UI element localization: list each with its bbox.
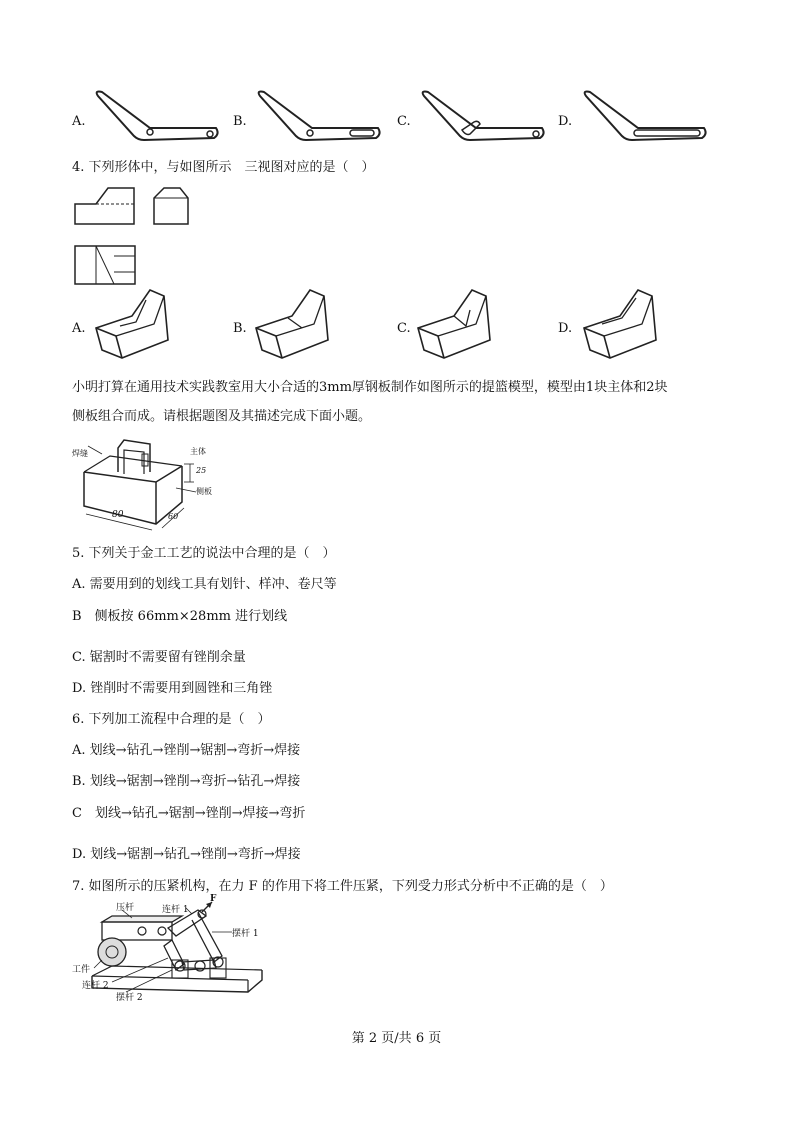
q3-option-b-label: B. — [233, 114, 247, 129]
basket-label-weld: 焊缝 — [72, 449, 88, 458]
mechanism-label-link2: 连杆 2 — [82, 981, 109, 991]
mechanism-label-swing1: 摆杆 1 — [232, 929, 259, 939]
basket-label-main: 主体 — [190, 447, 206, 456]
q4-option-d-figure — [580, 288, 660, 363]
mechanism-label-force: F — [210, 894, 217, 904]
q4-option-b-figure — [252, 288, 332, 363]
basket-label-side: 侧板 — [196, 487, 212, 496]
q3-option-b-figure — [254, 88, 384, 148]
q6-option-d: D. 划线→锯割→钻孔→锉削→弯折→焊接 — [72, 847, 301, 862]
q4-option-a-figure — [92, 288, 172, 363]
q4-option-c-figure — [414, 288, 494, 363]
basket-dim-depth: 60 — [168, 512, 179, 521]
q7-stem: 7. 如图所示的压紧机构，在力 F 的作用下将工件压紧，下列受力形式分析中不正确的是（ ） — [72, 879, 613, 894]
q6-option-b: B. 划线→锯割→锉削→弯折→钻孔→焊接 — [72, 774, 301, 789]
q3-option-c-figure — [418, 88, 548, 148]
q5-option-c: C. 锯割时不需要留有锉削余量 — [72, 650, 246, 665]
q6-stem: 6. 下列加工流程中合理的是（ ） — [72, 712, 271, 727]
q4-option-c-label: C. — [397, 321, 411, 336]
q5-stem: 5. 下列关于金工工艺的说法中合理的是（ ） — [72, 546, 336, 561]
basket-figure — [72, 436, 222, 534]
q3-option-a-label: A. — [72, 114, 86, 129]
mechanism-label-press-rod: 压杆 — [116, 903, 135, 913]
q6-option-c: C 划线→钻孔→锯割→锉削→焊接→弯折 — [72, 806, 306, 821]
q4-three-view-drawing — [74, 186, 194, 286]
q5-option-d: D. 锉削时不需要用到圆锉和三角锉 — [72, 681, 273, 696]
q3-option-c-label: C. — [397, 114, 411, 129]
intro-line-1: 小明打算在通用技术实践教室用大小合适的3mm厚钢板制作如图所示的提篮模型，模型由1块主体和2块 — [72, 380, 668, 395]
basket-dim-height: 25 — [196, 466, 207, 475]
q3-option-d-figure — [580, 88, 710, 148]
intro-line-2: 侧板组合而成。请根据题图及其描述完成下面小题。 — [72, 409, 372, 424]
q3-option-d-label: D. — [558, 114, 573, 129]
basket-dim-width: 80 — [112, 510, 124, 520]
mechanism-label-swing2: 摆杆 2 — [116, 993, 143, 1003]
q3-option-a-figure — [92, 88, 222, 148]
q5-option-b: B 侧板按 66mm×28mm 进行划线 — [72, 609, 288, 624]
page-footer: 第 2 页/共 6 页 — [351, 1031, 442, 1046]
q5-option-a: A. 需要用到的划线工具有划针、样冲、卷尺等 — [72, 577, 337, 592]
mechanism-label-workpiece: 工件 — [72, 965, 91, 975]
q4-option-d-label: D. — [558, 321, 573, 336]
q4-stem: 4. 下列形体中，与如图所示 三视图对应的是（ ） — [72, 160, 375, 175]
q4-option-b-label: B. — [233, 321, 247, 336]
mechanism-label-link1: 连杆 1 — [162, 905, 189, 915]
q6-option-a: A. 划线→钻孔→锉削→锯割→弯折→焊接 — [72, 743, 301, 758]
q4-option-a-label: A. — [72, 321, 86, 336]
mechanism-figure — [72, 894, 272, 1006]
